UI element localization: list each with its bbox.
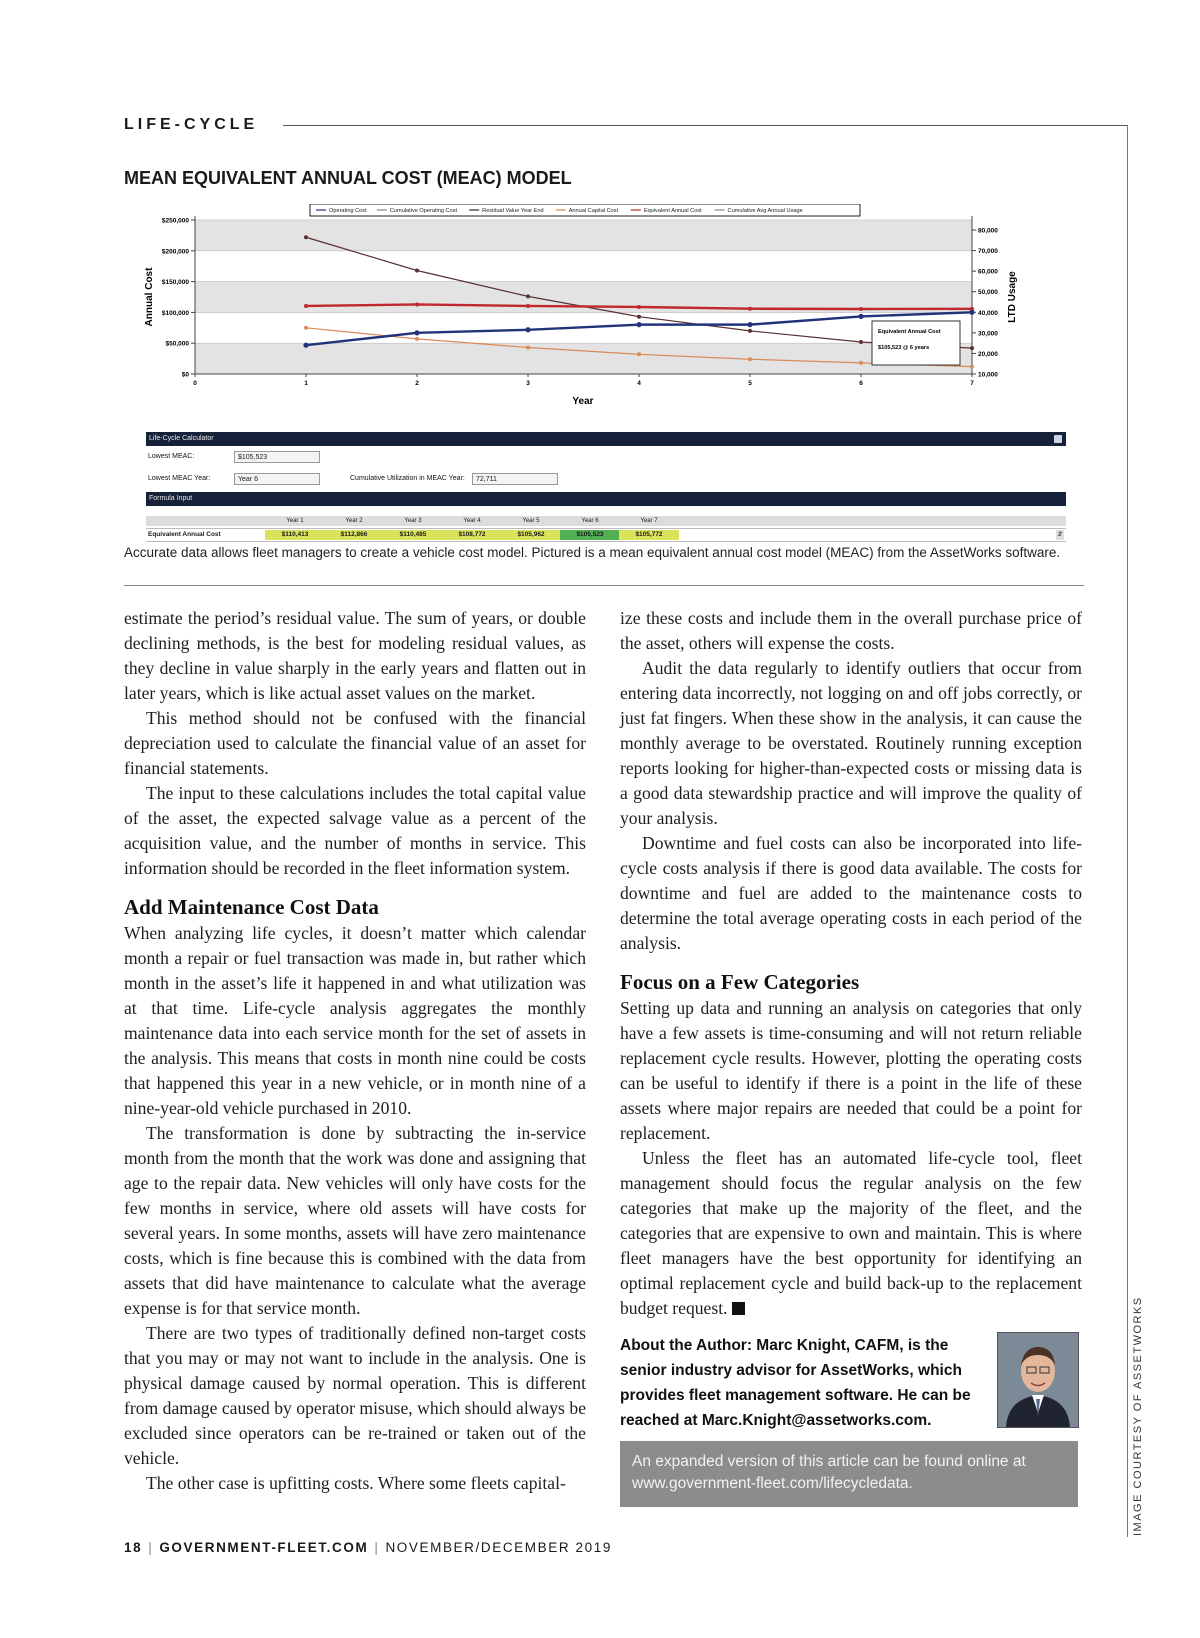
- data-point: [970, 346, 974, 350]
- y-axis-ticks: [162, 218, 195, 379]
- paragraph: estimate the period’s residual value. The sum of years, or double declining methods, is the best for modeling residual values, as they decline in value sharply in the early years and flatten out in later years, which is like actual asset values on the market.: [124, 608, 586, 703]
- data-point: [526, 294, 530, 298]
- eac-cell-lowest: $105,523: [560, 530, 620, 540]
- data-point: [637, 305, 641, 309]
- legend-item: Cumulative Avg Annual Usage: [727, 208, 803, 214]
- figure-title: MEAN EQUIVALENT ANNUAL COST (MEAC) MODEL: [124, 168, 572, 188]
- x-axis-label: Year: [572, 396, 594, 407]
- annotation-text: $105,523 @ 6 years: [878, 345, 930, 351]
- year-header: Year 6: [581, 518, 599, 524]
- year-header: Year 3: [404, 518, 422, 524]
- footer-issue: NOVEMBER/DECEMBER 2019: [385, 1540, 612, 1555]
- calculator-header: Life-Cycle Calculator: [146, 432, 1066, 446]
- plot-band: [195, 282, 972, 313]
- x-tick-label: 3: [526, 380, 530, 387]
- y-tick-label: $150,000: [161, 279, 189, 287]
- data-point: [747, 322, 752, 327]
- article-column-left: [124, 606, 586, 1496]
- legend-item: Annual Capital Cost: [568, 208, 619, 214]
- x-tick-label: 5: [748, 380, 752, 387]
- data-point: [415, 337, 419, 341]
- section-label: LIFE-CYCLE: [124, 116, 259, 133]
- legend-item: Equivalent Annual Cost: [643, 208, 702, 214]
- year-header: Year 2: [345, 518, 363, 524]
- lowest-meac-year-label: Lowest MEAC Year:: [148, 475, 211, 482]
- x-tick-label: 6: [859, 380, 863, 387]
- lowest-meac-year-field[interactable]: Year 6: [234, 473, 320, 485]
- data-point: [748, 307, 752, 311]
- author-photo: [997, 1332, 1079, 1428]
- data-point: [858, 314, 863, 319]
- y-tick-label: $50,000: [165, 340, 189, 348]
- eac-cell: $110,485: [383, 530, 443, 540]
- subheading: Add Maintenance Cost Data: [124, 895, 379, 919]
- author-bio: About the Author: Marc Knight, CAFM, is the senior industry advisor for AssetWorks, which provides fleet management software. He can be reached at Marc.Knight@assetworks.com.: [620, 1337, 971, 1429]
- eac-cell: $105,962: [501, 530, 561, 540]
- end-mark-icon: [732, 1302, 745, 1315]
- year-header-row: [146, 516, 1066, 526]
- x-axis-ticks: [193, 374, 974, 387]
- y2-axis-ticks: [972, 228, 998, 379]
- figure-caption: Accurate data allows fleet managers to create a vehicle cost model. Pictured is a mean equivalent annual cost model (MEAC) from the AssetWorks software.: [124, 545, 1061, 560]
- eac-cell: $110,413: [265, 530, 325, 540]
- paragraph: There are two types of traditionally defined non-target costs that you may or may not want to include in the analysis. One is physical damage caused by normal operation. This is different from damage caused by operator misuse, which should always be excluded since operators can be re-trained or taken out of the vehicle.: [124, 1323, 586, 1468]
- y2-tick-label: 40,000: [978, 309, 998, 317]
- data-point: [859, 361, 863, 365]
- meac-chart-svg: [140, 204, 1070, 429]
- image-credit: IMAGE COURTESY OF ASSETWORKS: [1132, 1296, 1144, 1536]
- y2-axis-label: LTD Usage: [1007, 271, 1018, 323]
- year-header: Year 4: [463, 518, 481, 524]
- x-tick-label: 1: [304, 380, 308, 387]
- caption-rule: [124, 585, 1084, 586]
- data-point: [636, 322, 641, 327]
- row-label: Equivalent Annual Cost: [148, 531, 221, 538]
- paragraph-text: Unless the fleet has an automated life-cycle tool, fleet management should focus the regular analysis on the few categories that make up the majority of the fleet, and the categories that are expensive to own and maintain. This is where fleet managers have the best opportunity for identifying an optimal replacement cycle and build back-up to the replacement budget request.: [620, 1148, 1082, 1318]
- y-tick-label: $0: [181, 371, 189, 379]
- lowest-meac-field[interactable]: $105,523: [234, 451, 320, 463]
- online-version-note: An expanded version of this article can be found online at www.government-fleet.com/lifecycledata.: [620, 1441, 1078, 1507]
- y2-tick-label: 30,000: [978, 330, 998, 338]
- data-point: [525, 327, 530, 332]
- header-rule: [283, 125, 1128, 126]
- meac-chart: [140, 204, 1070, 429]
- page-footer: 18 | GOVERNMENT-FLEET.COM | NOVEMBER/DECEMBER 2019: [124, 1540, 612, 1555]
- formula-input-header: Formula Input: [146, 492, 1066, 506]
- author-portrait-icon: [998, 1333, 1078, 1427]
- paragraph: The input to these calculations includes the total capital value of the asset, the expected salvage value as a percent of the acquisition value, and the number of months in service. This information should be recorded in the fleet information system.: [124, 783, 586, 878]
- data-point: [304, 326, 308, 330]
- right-margin-rule: [1127, 125, 1128, 1537]
- data-point: [414, 330, 419, 335]
- eac-annotation: [872, 321, 960, 365]
- plot-band: [195, 220, 972, 251]
- paragraph: When analyzing life cycles, it doesn’t matter which calendar month a repair or fuel transaction was made in, but rather which month in the asset’s life it happened in and what utilization was at that time. Life-cycle analysis aggregates the monthly maintenance data into each service month for the set of assets in the analysis. This means that costs in month nine could be costs that happened this year in a new vehicle, or in month nine of a nine-year-old vehicle purchased in 2010.: [124, 923, 586, 1118]
- life-cycle-calculator: [146, 432, 1066, 542]
- data-point: [304, 235, 308, 239]
- eac-cell: $108,772: [442, 530, 502, 540]
- data-point: [304, 304, 308, 308]
- paragraph: Audit the data regularly to identify outliers that occur from entering data incorrectly, not logging on and off jobs correctly, or just fat fingers. When these show in the analysis, it can cause the monthly average to be overstated. Routinely running exception reports looking for higher-than-expected costs or missing data is a good data stewardship practice and will improve the quality of your analysis.: [620, 658, 1082, 828]
- x-tick-label: 7: [970, 380, 974, 387]
- legend-item: Cumulative Operating Cost: [389, 208, 458, 214]
- data-point: [526, 304, 530, 308]
- y-axis-label: Annual Cost: [144, 267, 155, 327]
- x-tick-label: 4: [637, 380, 641, 387]
- cumulative-utilization-label: Cumulative Utilization in MEAC Year:: [350, 475, 465, 482]
- cumulative-utilization-field[interactable]: 72,711: [472, 473, 558, 485]
- data-point: [969, 310, 974, 315]
- footer-site: GOVERNMENT-FLEET.COM: [159, 1540, 369, 1555]
- paragraph: The transformation is done by subtracting the in-service month from the month that the work was done and assigning that age to the repair data. New vehicles will only have costs for the few months in service, where old assets will have costs for several years. In some months, assets will have zero maintenance costs, which is fine because this is combined with the data from assets that did have maintenance to calculate what the average expense is for that service month.: [124, 1123, 586, 1318]
- legend-item: Residual Value Year End: [482, 208, 544, 214]
- year-header: Year 1: [286, 518, 304, 524]
- collapse-icon[interactable]: [1054, 435, 1062, 443]
- x-tick-label: 0: [193, 380, 197, 387]
- y2-tick-label: 80,000: [978, 227, 998, 235]
- y2-tick-label: 60,000: [978, 268, 998, 276]
- equivalent-annual-cost-row: [146, 528, 1066, 542]
- year-header: Year 7: [640, 518, 658, 524]
- y2-tick-label: 50,000: [978, 289, 998, 297]
- y2-tick-label: 70,000: [978, 248, 998, 256]
- data-point: [526, 346, 530, 350]
- lowest-meac-label: Lowest MEAC:: [148, 453, 195, 460]
- article-column-right: [620, 606, 1082, 1321]
- data-point: [859, 307, 863, 311]
- data-point: [637, 352, 641, 356]
- annotation-box: [872, 321, 960, 365]
- plot-band: [195, 251, 972, 282]
- y-tick-label: $100,000: [161, 309, 189, 317]
- data-point: [637, 315, 641, 319]
- data-point: [415, 302, 419, 306]
- paragraph: This method should not be confused with the financial depreciation used to calculate the financial value of an asset for financial statements.: [124, 708, 586, 778]
- paragraph: [620, 1146, 1082, 1321]
- y-tick-label: $200,000: [161, 248, 189, 256]
- year-header: Year 5: [522, 518, 540, 524]
- annotation-title: Equivalent Annual Cost: [878, 329, 941, 335]
- paragraph: Setting up data and running an analysis on categories that only have a few assets is time-consuming and will not return reliable replacement cycle results. However, plotting the operating costs can be useful to identify if there is a point in the life of these assets where major repairs are needed that could be a point for replacement.: [620, 998, 1082, 1143]
- data-point: [970, 365, 974, 369]
- paragraph: ize these costs and include them in the overall purchase price of the asset, others will expense the costs.: [620, 608, 1082, 653]
- data-point: [748, 357, 752, 361]
- y-tick-label: $250,000: [161, 217, 189, 225]
- legend-item: Operating Cost: [329, 208, 367, 214]
- row-stepper-icon[interactable]: ⇵: [1057, 532, 1063, 538]
- y2-tick-label: 10,000: [978, 371, 998, 379]
- paragraph: The other case is upfitting costs. Where some fleets capital-: [146, 1473, 566, 1493]
- plot-band: [195, 343, 972, 374]
- data-point: [748, 329, 752, 333]
- subheading: Focus on a Few Categories: [620, 970, 860, 994]
- x-tick-label: 2: [415, 380, 419, 387]
- data-point: [415, 269, 419, 273]
- data-point: [303, 343, 308, 348]
- eac-cell: $112,866: [324, 530, 384, 540]
- eac-cell: $105,772: [619, 530, 679, 540]
- page-number: 18: [124, 1540, 143, 1555]
- paragraph: Downtime and fuel costs can also be incorporated into life-cycle costs analysis if there is good data available. The costs for downtime and fuel are added to the maintenance costs to determine the total average operating costs in each period of the analysis.: [620, 833, 1082, 953]
- y2-tick-label: 20,000: [978, 350, 998, 358]
- data-point: [859, 340, 863, 344]
